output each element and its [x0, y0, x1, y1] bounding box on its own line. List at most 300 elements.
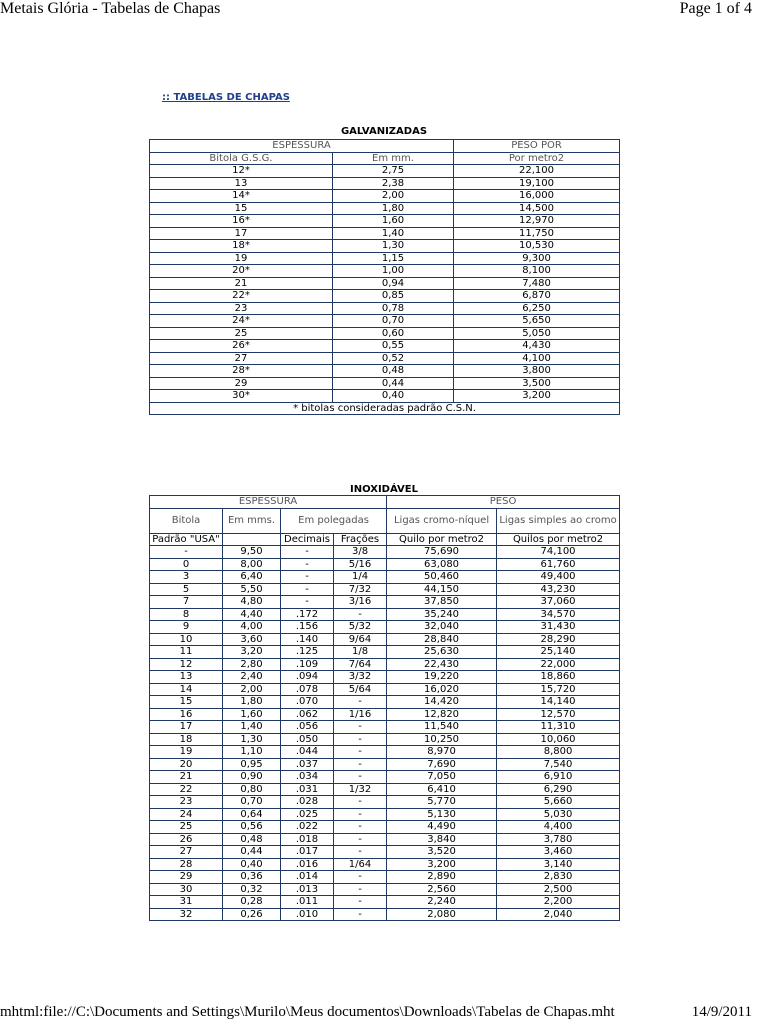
fracoes-cell: - — [334, 896, 387, 909]
mms-cell: 0,26 — [223, 908, 281, 921]
table-row — [150, 302, 620, 315]
cromo-niquel-cell: 5,770 — [387, 796, 497, 809]
cromo-niquel-cell: 4,490 — [387, 821, 497, 834]
decimais-cell: .031 — [281, 783, 334, 796]
cromo-niquel-cell: 75,690 — [387, 546, 497, 559]
cromo-niquel-cell: 11,540 — [387, 721, 497, 734]
table-row — [150, 227, 620, 240]
cromo-niquel-cell: 50,460 — [387, 571, 497, 584]
mms-cell: 0,70 — [223, 796, 281, 809]
decimais-cell: .017 — [281, 846, 334, 859]
simples-cromo-cell: 8,800 — [497, 746, 620, 759]
fracoes-cell: 3/32 — [334, 671, 387, 684]
inox-fracoes-subheader: Frações — [334, 533, 387, 546]
simples-cromo-cell: 6,910 — [497, 771, 620, 784]
galv-por-metro-header: Por metro2 — [454, 152, 620, 165]
mms-cell: 0,28 — [223, 896, 281, 909]
mms-cell: 1,60 — [223, 708, 281, 721]
fracoes-cell: 5/32 — [334, 621, 387, 634]
table-row — [150, 340, 620, 353]
bitola-cell: 31 — [150, 896, 223, 909]
inox-column-header-row — [150, 508, 620, 533]
cromo-niquel-cell: 7,690 — [387, 758, 497, 771]
fracoes-cell: 5/16 — [334, 558, 387, 571]
bitola-cell: 28 — [150, 858, 223, 871]
bitola-cell: 13 — [150, 177, 333, 190]
mm-cell: 1,80 — [333, 202, 454, 215]
mms-cell: 3,60 — [223, 633, 281, 646]
table-row — [150, 808, 620, 821]
bitola-cell: 24 — [150, 808, 223, 821]
bitola-cell: 13 — [150, 671, 223, 684]
bitola-cell: 14 — [150, 683, 223, 696]
mm-cell: 0,40 — [333, 390, 454, 403]
peso-cell: 22,100 — [454, 165, 620, 178]
mms-cell: 2,00 — [223, 683, 281, 696]
fracoes-cell: - — [334, 771, 387, 784]
decimais-cell: .109 — [281, 658, 334, 671]
simples-cromo-cell: 5,030 — [497, 808, 620, 821]
bitola-cell: 10 — [150, 633, 223, 646]
bitola-cell: - — [150, 546, 223, 559]
table-row — [150, 583, 620, 596]
simples-cromo-cell: 2,830 — [497, 871, 620, 884]
simples-cromo-cell: 10,060 — [497, 733, 620, 746]
decimais-cell: .156 — [281, 621, 334, 634]
mms-cell: 8,00 — [223, 558, 281, 571]
inox-group-header-row — [150, 496, 620, 509]
bitola-cell: 15 — [150, 202, 333, 215]
inox-espessura-header: ESPESSURA — [150, 496, 387, 509]
mms-cell: 0,95 — [223, 758, 281, 771]
table-row — [150, 596, 620, 609]
bitola-cell: 3 — [150, 571, 223, 584]
fracoes-cell: - — [334, 696, 387, 709]
inox-subheader-row — [150, 533, 620, 546]
table-row — [150, 646, 620, 659]
inox-table-body — [150, 546, 620, 921]
mms-cell: 1,30 — [223, 733, 281, 746]
peso-cell: 16,000 — [454, 190, 620, 203]
simples-cromo-cell: 37,060 — [497, 596, 620, 609]
file-path: mhtml:file://C:\Documents and Settings\Murilo\Meus documentos\Downloads\Tabelas de Chapas.mht — [0, 1004, 615, 1020]
cromo-niquel-cell: 2,560 — [387, 883, 497, 896]
bitola-cell: 22* — [150, 290, 333, 303]
cromo-niquel-cell: 10,250 — [387, 733, 497, 746]
bitola-cell: 27 — [150, 352, 333, 365]
decimais-cell: - — [281, 558, 334, 571]
simples-cromo-cell: 3,460 — [497, 846, 620, 859]
mm-cell: 0,70 — [333, 315, 454, 328]
bitola-cell: 23 — [150, 796, 223, 809]
bitola-cell: 12* — [150, 165, 333, 178]
decimais-cell: - — [281, 546, 334, 559]
simples-cromo-cell: 18,860 — [497, 671, 620, 684]
bitola-cell: 7 — [150, 596, 223, 609]
peso-cell: 9,300 — [454, 252, 620, 265]
peso-cell: 4,430 — [454, 340, 620, 353]
table-row — [150, 265, 620, 278]
decimais-cell: .011 — [281, 896, 334, 909]
cromo-niquel-cell: 63,080 — [387, 558, 497, 571]
simples-cromo-cell: 34,570 — [497, 608, 620, 621]
table-row — [150, 165, 620, 178]
galv-espessura-header: ESPESSURA — [150, 140, 454, 153]
table-row — [150, 365, 620, 378]
cromo-niquel-cell: 22,430 — [387, 658, 497, 671]
inox-simples-cromo-header: Ligas simples ao cromo — [497, 508, 620, 533]
cromo-niquel-cell: 16,020 — [387, 683, 497, 696]
peso-cell: 3,800 — [454, 365, 620, 378]
bitola-cell: 26 — [150, 833, 223, 846]
table-row — [150, 658, 620, 671]
decimais-cell: .010 — [281, 908, 334, 921]
print-date: 14/9/2011 — [691, 1004, 752, 1020]
simples-cromo-cell: 14,140 — [497, 696, 620, 709]
bitola-cell: 30* — [150, 390, 333, 403]
bitola-cell: 19 — [150, 746, 223, 759]
bitola-cell: 18* — [150, 240, 333, 253]
mms-cell: 0,36 — [223, 871, 281, 884]
decimais-cell: .050 — [281, 733, 334, 746]
bitola-cell: 8 — [150, 608, 223, 621]
table-row — [150, 833, 620, 846]
cromo-niquel-cell: 2,080 — [387, 908, 497, 921]
fracoes-cell: 3/8 — [334, 546, 387, 559]
simples-cromo-cell: 25,140 — [497, 646, 620, 659]
bitola-cell: 9 — [150, 621, 223, 634]
simples-cromo-cell: 49,400 — [497, 571, 620, 584]
peso-cell: 4,100 — [454, 352, 620, 365]
fracoes-cell: 1/32 — [334, 783, 387, 796]
mm-cell: 2,75 — [333, 165, 454, 178]
mms-cell: 1,80 — [223, 696, 281, 709]
mms-cell: 2,40 — [223, 671, 281, 684]
simples-cromo-cell: 22,000 — [497, 658, 620, 671]
bitola-cell: 21 — [150, 771, 223, 784]
simples-cromo-cell: 5,660 — [497, 796, 620, 809]
table-row — [150, 277, 620, 290]
mms-cell: 4,80 — [223, 596, 281, 609]
decimais-cell: .070 — [281, 696, 334, 709]
bitola-cell: 20 — [150, 758, 223, 771]
bitola-cell: 17 — [150, 721, 223, 734]
cromo-niquel-cell: 3,840 — [387, 833, 497, 846]
bitola-cell: 16* — [150, 215, 333, 228]
cromo-niquel-cell: 2,240 — [387, 896, 497, 909]
table-row — [150, 546, 620, 559]
table-row — [150, 327, 620, 340]
mms-cell: 1,40 — [223, 721, 281, 734]
simples-cromo-cell: 43,230 — [497, 583, 620, 596]
mms-cell: 0,90 — [223, 771, 281, 784]
fracoes-cell: - — [334, 821, 387, 834]
mms-cell: 6,40 — [223, 571, 281, 584]
mms-cell: 4,00 — [223, 621, 281, 634]
simples-cromo-cell: 7,540 — [497, 758, 620, 771]
decimais-cell: - — [281, 583, 334, 596]
bitola-cell: 17 — [150, 227, 333, 240]
table-row — [150, 733, 620, 746]
decimais-cell: .018 — [281, 833, 334, 846]
table-row — [150, 390, 620, 403]
simples-cromo-cell: 6,290 — [497, 783, 620, 796]
mm-cell: 1,30 — [333, 240, 454, 253]
bitola-cell: 16 — [150, 708, 223, 721]
cromo-niquel-cell: 14,420 — [387, 696, 497, 709]
fracoes-cell: - — [334, 758, 387, 771]
mm-cell: 0,55 — [333, 340, 454, 353]
bitola-cell: 28* — [150, 365, 333, 378]
bitola-cell: 22 — [150, 783, 223, 796]
inox-polegadas-header: Em polegadas — [281, 508, 387, 533]
decimais-cell: - — [281, 571, 334, 584]
peso-cell: 5,650 — [454, 315, 620, 328]
simples-cromo-cell: 74,100 — [497, 546, 620, 559]
table-row — [150, 608, 620, 621]
galvanizadas-table — [149, 139, 620, 415]
bitola-cell: 27 — [150, 846, 223, 859]
decimais-cell: .014 — [281, 871, 334, 884]
mm-cell: 1,00 — [333, 265, 454, 278]
table-row — [150, 758, 620, 771]
mms-cell: 0,32 — [223, 883, 281, 896]
simples-cromo-cell: 11,310 — [497, 721, 620, 734]
decimais-cell: .028 — [281, 796, 334, 809]
galvanizadas-title: GALVANIZADAS — [340, 126, 428, 137]
galv-footnote: * bitolas consideradas padrão C.S.N. — [150, 402, 620, 415]
inox-bitola-header: Bitola — [150, 508, 223, 533]
cromo-niquel-cell: 35,240 — [387, 608, 497, 621]
bitola-cell: 11 — [150, 646, 223, 659]
fracoes-cell: 9/64 — [334, 633, 387, 646]
bitola-cell: 29 — [150, 871, 223, 884]
fracoes-cell: 5/64 — [334, 683, 387, 696]
mms-cell: 4,40 — [223, 608, 281, 621]
bitola-cell: 24* — [150, 315, 333, 328]
simples-cromo-cell: 31,430 — [497, 621, 620, 634]
mm-cell: 0,85 — [333, 290, 454, 303]
mm-cell: 1,15 — [333, 252, 454, 265]
table-row — [150, 683, 620, 696]
bitola-cell: 0 — [150, 558, 223, 571]
decimais-cell: .034 — [281, 771, 334, 784]
galv-footnote-row — [150, 402, 620, 415]
simples-cromo-cell: 2,200 — [497, 896, 620, 909]
table-row — [150, 746, 620, 759]
table-row — [150, 708, 620, 721]
table-row — [150, 633, 620, 646]
decimais-cell: .172 — [281, 608, 334, 621]
table-row — [150, 177, 620, 190]
peso-cell: 6,250 — [454, 302, 620, 315]
table-row — [150, 896, 620, 909]
peso-cell: 5,050 — [454, 327, 620, 340]
peso-cell: 10,530 — [454, 240, 620, 253]
mms-cell: 1,10 — [223, 746, 281, 759]
decimais-cell: .044 — [281, 746, 334, 759]
bitola-cell: 5 — [150, 583, 223, 596]
decimais-cell: .140 — [281, 633, 334, 646]
mm-cell: 0,94 — [333, 277, 454, 290]
simples-cromo-cell: 28,290 — [497, 633, 620, 646]
decimais-cell: .125 — [281, 646, 334, 659]
mm-cell: 2,38 — [333, 177, 454, 190]
table-row — [150, 558, 620, 571]
peso-cell: 19,100 — [454, 177, 620, 190]
fracoes-cell: - — [334, 908, 387, 921]
table-row — [150, 240, 620, 253]
peso-cell: 3,200 — [454, 390, 620, 403]
fracoes-cell: - — [334, 721, 387, 734]
table-row — [150, 796, 620, 809]
simples-cromo-cell: 4,400 — [497, 821, 620, 834]
table-row — [150, 871, 620, 884]
simples-cromo-cell: 12,570 — [497, 708, 620, 721]
fracoes-cell: - — [334, 608, 387, 621]
table-row — [150, 696, 620, 709]
decimais-cell: - — [281, 596, 334, 609]
galv-bitola-header: Bitola G.S.G. — [150, 152, 333, 165]
mms-cell: 0,48 — [223, 833, 281, 846]
decimais-cell: .037 — [281, 758, 334, 771]
inox-peso-header: PESO — [387, 496, 620, 509]
table-row — [150, 202, 620, 215]
decimais-cell: .025 — [281, 808, 334, 821]
fracoes-cell: - — [334, 833, 387, 846]
cromo-niquel-cell: 28,840 — [387, 633, 497, 646]
page-number: Page 1 of 4 — [679, 0, 752, 17]
mm-cell: 1,60 — [333, 215, 454, 228]
table-row — [150, 783, 620, 796]
cromo-niquel-cell: 12,820 — [387, 708, 497, 721]
fracoes-cell: - — [334, 871, 387, 884]
simples-cromo-cell: 2,500 — [497, 883, 620, 896]
cromo-niquel-cell: 2,890 — [387, 871, 497, 884]
simples-cromo-cell: 2,040 — [497, 908, 620, 921]
simples-cromo-cell: 61,760 — [497, 558, 620, 571]
simples-cromo-cell: 3,140 — [497, 858, 620, 871]
simples-cromo-cell: 15,720 — [497, 683, 620, 696]
inox-padrao-subheader: Padrão "USA" — [150, 533, 223, 546]
bitola-cell: 23 — [150, 302, 333, 315]
inoxidavel-title: INOXIDÁVEL — [350, 484, 418, 495]
cromo-niquel-cell: 37,850 — [387, 596, 497, 609]
decimais-cell: .078 — [281, 683, 334, 696]
cromo-niquel-cell: 8,970 — [387, 746, 497, 759]
table-row — [150, 821, 620, 834]
bitola-cell: 15 — [150, 696, 223, 709]
fracoes-cell: 7/32 — [334, 583, 387, 596]
decimais-cell: .016 — [281, 858, 334, 871]
cromo-niquel-cell: 25,630 — [387, 646, 497, 659]
bitola-cell: 18 — [150, 733, 223, 746]
mms-cell: 0,40 — [223, 858, 281, 871]
table-row — [150, 621, 620, 634]
mm-cell: 0,78 — [333, 302, 454, 315]
decimais-cell: .022 — [281, 821, 334, 834]
peso-cell: 8,100 — [454, 265, 620, 278]
table-row — [150, 883, 620, 896]
mm-cell: 0,60 — [333, 327, 454, 340]
decimais-cell: .094 — [281, 671, 334, 684]
cromo-niquel-cell: 5,130 — [387, 808, 497, 821]
bitola-cell: 14* — [150, 190, 333, 203]
decimais-cell: .062 — [281, 708, 334, 721]
table-row — [150, 771, 620, 784]
fracoes-cell: 1/8 — [334, 646, 387, 659]
table-row — [150, 190, 620, 203]
simples-cromo-cell: 3,780 — [497, 833, 620, 846]
table-row — [150, 252, 620, 265]
bitola-cell: 20* — [150, 265, 333, 278]
galv-column-header-row — [150, 152, 620, 165]
table-row — [150, 215, 620, 228]
mms-cell: 9,50 — [223, 546, 281, 559]
inox-cromo-niquel-header: Ligas cromo-níquel — [387, 508, 497, 533]
inoxidavel-table — [149, 495, 620, 921]
mm-cell: 2,00 — [333, 190, 454, 203]
table-row — [150, 571, 620, 584]
tabelas-de-chapas-link[interactable]: :: TABELAS DE CHAPAS — [162, 92, 290, 103]
mm-cell: 0,44 — [333, 377, 454, 390]
fracoes-cell: 1/16 — [334, 708, 387, 721]
mm-cell: 0,52 — [333, 352, 454, 365]
inox-mms-header: Em mms. — [223, 508, 281, 533]
cromo-niquel-cell: 44,150 — [387, 583, 497, 596]
bitola-cell: 25 — [150, 327, 333, 340]
mms-cell: 0,64 — [223, 808, 281, 821]
bitola-cell: 21 — [150, 277, 333, 290]
bitola-cell: 12 — [150, 658, 223, 671]
peso-cell: 11,750 — [454, 227, 620, 240]
cromo-niquel-cell: 6,410 — [387, 783, 497, 796]
table-row — [150, 290, 620, 303]
cromo-niquel-cell: 32,040 — [387, 621, 497, 634]
peso-cell: 14,500 — [454, 202, 620, 215]
table-row — [150, 846, 620, 859]
cromo-niquel-cell: 7,050 — [387, 771, 497, 784]
fracoes-cell: - — [334, 883, 387, 896]
table-row — [150, 858, 620, 871]
inox-mms-subheader — [223, 533, 281, 546]
mms-cell: 0,56 — [223, 821, 281, 834]
cromo-niquel-cell: 19,220 — [387, 671, 497, 684]
mms-cell: 0,44 — [223, 846, 281, 859]
bitola-cell: 32 — [150, 908, 223, 921]
bitola-cell: 29 — [150, 377, 333, 390]
bitola-cell: 26* — [150, 340, 333, 353]
fracoes-cell: 1/64 — [334, 858, 387, 871]
table-row — [150, 908, 620, 921]
fracoes-cell: 3/16 — [334, 596, 387, 609]
page-title: Metais Glória - Tabelas de Chapas — [0, 0, 221, 17]
mms-cell: 0,80 — [223, 783, 281, 796]
galv-peso-header: PESO POR — [454, 140, 620, 153]
fracoes-cell: - — [334, 733, 387, 746]
inox-decimais-subheader: Decimais — [281, 533, 334, 546]
table-row — [150, 671, 620, 684]
table-row — [150, 377, 620, 390]
mms-cell: 3,20 — [223, 646, 281, 659]
mm-cell: 1,40 — [333, 227, 454, 240]
mm-cell: 0,48 — [333, 365, 454, 378]
fracoes-cell: - — [334, 808, 387, 821]
galv-mm-header: Em mm. — [333, 152, 454, 165]
galv-group-header-row — [150, 140, 620, 153]
inox-quilo-subheader: Quilo por metro2 — [387, 533, 497, 546]
decimais-cell: .056 — [281, 721, 334, 734]
